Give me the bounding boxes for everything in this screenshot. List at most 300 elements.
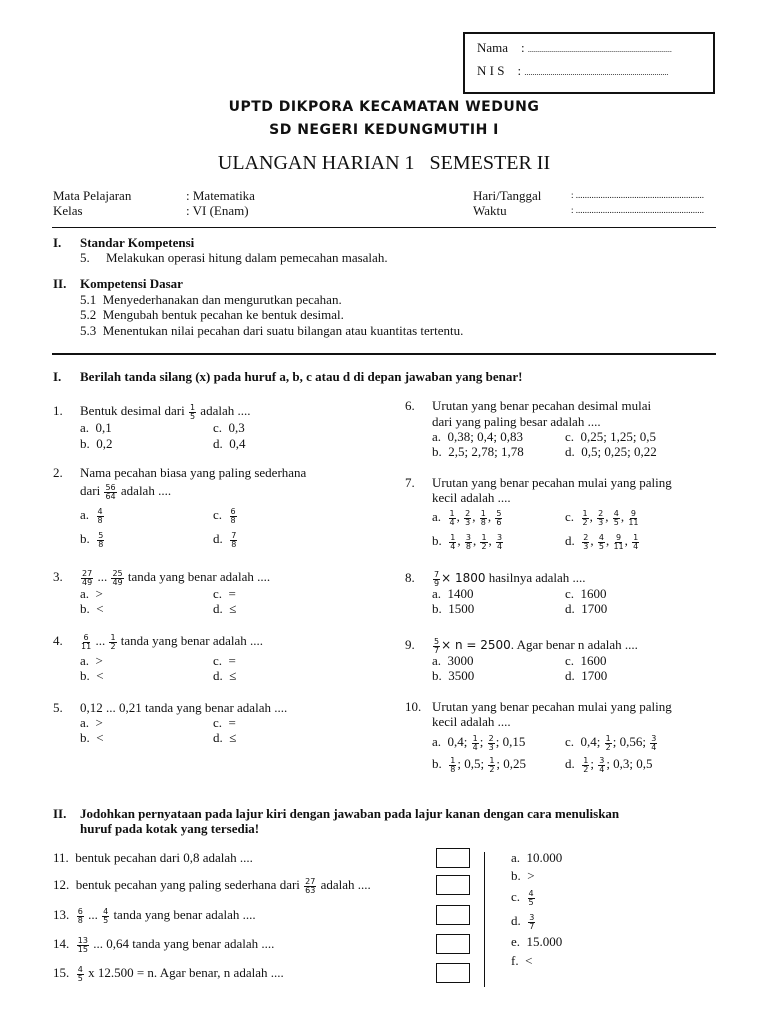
fraction: [488, 735, 495, 752]
matching-answer: [511, 934, 562, 949]
text-segment: d.: [213, 531, 230, 546]
math-expression: × n = 2500: [441, 638, 511, 652]
text-segment: c.: [511, 889, 527, 904]
fraction-denominator: 15: [77, 944, 88, 954]
option-a[interactable]: a. 0,38; 0,4; 0,83: [432, 429, 523, 444]
option-d[interactable]: d. ≤: [213, 668, 237, 683]
fraction-numerator: 1: [189, 402, 196, 412]
text-segment: ;: [479, 734, 487, 749]
fraction-numerator: 7: [434, 569, 440, 579]
text-segment: hasilnya adalah ....: [485, 570, 586, 585]
fraction-denominator: 2: [489, 764, 495, 774]
fraction: [582, 757, 589, 774]
fraction-numerator: 2: [465, 508, 471, 518]
fraction: [104, 484, 116, 501]
fraction-denominator: 49: [82, 577, 93, 587]
option-a[interactable]: a. >: [80, 653, 103, 668]
divider: [52, 353, 716, 355]
sk-item: 5. Melakukan operasi hitung dalam pemecahan masalah.: [80, 250, 388, 265]
option-c[interactable]: c. 0,3: [213, 420, 245, 435]
fraction: [598, 757, 605, 774]
fraction-numerator: 5: [496, 508, 502, 518]
fraction-numerator: 4: [613, 508, 619, 518]
fraction-numerator: 1: [605, 733, 611, 743]
fraction-denominator: 8: [231, 539, 237, 549]
text-segment: 11. bentuk pecahan dari 0,8 adalah ....: [53, 850, 253, 865]
question-number: 5.: [53, 700, 63, 715]
fraction-denominator: 3: [598, 517, 604, 527]
text-segment: . Agar benar n adalah ....: [510, 637, 638, 652]
option-b[interactable]: [80, 531, 105, 549]
fraction-numerator: 3: [651, 733, 657, 743]
option-b[interactable]: b. <: [80, 730, 104, 745]
text-segment: ,: [590, 533, 597, 548]
fraction-denominator: 4: [472, 742, 478, 752]
fraction-denominator: 63: [305, 885, 316, 895]
fraction-numerator: 1: [110, 632, 116, 642]
fraction-numerator: 4: [97, 506, 103, 516]
fraction-denominator: 3: [488, 742, 494, 752]
answer-box[interactable]: [436, 905, 470, 925]
fraction-denominator: 49: [112, 577, 123, 587]
fraction-denominator: 11: [81, 641, 92, 651]
fraction: [488, 757, 495, 774]
text-segment: b. >: [511, 868, 535, 883]
text-segment: a.: [432, 509, 448, 524]
option-d[interactable]: [213, 531, 238, 549]
option-c[interactable]: c. 1600: [565, 586, 607, 601]
option-d[interactable]: d. ≤: [213, 601, 237, 616]
text-segment: tanda yang benar adalah ....: [124, 569, 271, 584]
text-segment: 15.: [53, 965, 76, 980]
fraction-denominator: 5: [189, 411, 196, 421]
text-segment: ; 0,56;: [612, 734, 650, 749]
fraction: [465, 534, 472, 551]
text-segment: tanda yang benar adalah ....: [110, 907, 256, 922]
question-number: 10.: [405, 699, 422, 714]
fraction: [77, 908, 84, 925]
fraction-numerator: 4: [77, 964, 83, 974]
school-name: SD NEGERI KEDUNGMUTIH I: [269, 122, 499, 138]
fraction-denominator: 8: [480, 517, 486, 527]
fraction-denominator: 8: [77, 915, 83, 925]
fraction-denominator: 8: [465, 541, 471, 551]
option-b[interactable]: b. 0,2: [80, 436, 113, 451]
text-segment: ,: [624, 533, 632, 548]
fraction-denominator: 8: [230, 515, 236, 525]
text-segment: d.: [565, 533, 582, 548]
option-b[interactable]: b. <: [80, 668, 104, 683]
colon: :: [521, 40, 525, 55]
question-text: 0,12 ... 0,21 tanda yang benar adalah ....: [80, 700, 288, 715]
fraction-denominator: 8: [450, 764, 456, 774]
text-segment: b.: [80, 531, 97, 546]
fraction: [598, 534, 605, 551]
fraction-denominator: 4: [449, 517, 455, 527]
option-b[interactable]: b. 2,5; 2,78; 1,78: [432, 444, 524, 459]
matching-answer: [511, 868, 535, 883]
section-number: I.: [53, 235, 62, 250]
fraction-numerator: 1: [472, 733, 478, 743]
fraction-denominator: 4: [599, 764, 605, 774]
matching-statement: [53, 907, 256, 925]
nis-field[interactable]: [477, 63, 668, 80]
fraction: [582, 534, 589, 551]
fraction-numerator: 13: [77, 935, 88, 945]
part2-instruction: Jodohkan pernyataan pada lajur kiri dengan jawaban pada lajur kanan dengan cara menuliskan: [80, 806, 620, 821]
section-title-kd: Kompetensi Dasar: [80, 276, 183, 291]
fraction: [449, 757, 456, 774]
text-segment: a.: [80, 507, 96, 522]
question-number: 4.: [53, 633, 63, 648]
colon: :: [517, 63, 522, 78]
answer-box[interactable]: [436, 934, 470, 954]
option-c[interactable]: [213, 507, 238, 525]
text-segment: a. 0,4;: [432, 734, 471, 749]
text-segment: ,: [589, 509, 597, 524]
question-number: 8.: [405, 570, 415, 585]
option-a[interactable]: [80, 507, 105, 525]
fraction: [81, 634, 91, 651]
text-segment: ,: [487, 509, 495, 524]
fraction: [495, 510, 502, 527]
time-label: Waktu: [473, 203, 507, 218]
subject-label: Mata Pelajaran: [53, 188, 132, 203]
text-segment: ;: [590, 756, 598, 771]
fraction: [496, 534, 503, 551]
text-segment: ...: [94, 569, 111, 584]
matching-answer: [511, 913, 536, 931]
date-blank[interactable]: : .........................................................: [571, 190, 705, 200]
name-label: Nama: [477, 40, 509, 55]
class-label: Kelas: [53, 203, 83, 218]
fraction-denominator: 4: [633, 541, 639, 551]
institution-name: UPTD DIKPORA KECAMATAN WEDUNG: [228, 99, 540, 115]
fraction-denominator: 5: [103, 915, 109, 925]
fraction-denominator: 64: [105, 491, 116, 501]
text-segment: ...: [84, 907, 102, 922]
option-c[interactable]: c. =: [213, 586, 236, 601]
text-segment: ,: [472, 509, 479, 524]
question-number: 7.: [405, 475, 415, 490]
option-d[interactable]: [565, 533, 640, 551]
text-segment: 12. bentuk pecahan yang paling sederhana dari: [53, 877, 304, 892]
option-a[interactable]: a. 3000: [432, 653, 474, 668]
fraction-numerator: 4: [103, 906, 109, 916]
fraction-numerator: 3: [465, 532, 471, 542]
fraction: [528, 914, 535, 931]
option-b[interactable]: b. 1500: [432, 601, 475, 616]
text-segment: ... 0,64 tanda yang benar adalah ....: [89, 936, 275, 951]
fraction-numerator: 2: [488, 733, 494, 743]
text-segment: adalah ....: [117, 483, 172, 498]
fraction: [650, 735, 657, 752]
section-number: II.: [53, 276, 67, 291]
kd-item: 5.2 Mengubah bentuk pecahan ke bentuk desimal.: [80, 307, 344, 322]
matching-answer: [511, 889, 536, 907]
option-a[interactable]: a. 0,1: [80, 420, 112, 435]
option-c[interactable]: c. 1600: [565, 653, 607, 668]
fraction-numerator: 1: [489, 755, 495, 765]
text-segment: c.: [213, 507, 229, 522]
exam-title: ULANGAN HARIAN 1 SEMESTER II: [217, 152, 551, 174]
fraction-numerator: 6: [83, 632, 89, 642]
matching-answer: [511, 850, 562, 865]
fraction-denominator: 5: [598, 541, 604, 551]
option-d[interactable]: d. 0,5; 0,25; 0,22: [565, 444, 657, 459]
fraction-denominator: 8: [98, 539, 104, 549]
text-segment: ,: [488, 533, 496, 548]
text-segment: c.: [565, 509, 581, 524]
fraction: [464, 510, 471, 527]
text-segment: adalah ....: [317, 877, 371, 892]
matching-statement: [53, 936, 274, 954]
text-segment: ; 0,3; 0,5: [606, 756, 653, 771]
text-segment: tanda yang benar adalah ....: [117, 633, 263, 648]
fraction-numerator: 3: [599, 755, 605, 765]
text-segment: Bentuk desimal dari: [80, 403, 188, 418]
name-field[interactable]: [477, 40, 672, 57]
question-text: [80, 403, 250, 421]
fraction: [449, 534, 456, 551]
text-segment: ,: [472, 533, 480, 548]
fraction: [109, 634, 116, 651]
fraction-denominator: 2: [582, 517, 588, 527]
part-number: II.: [53, 806, 67, 821]
option-b[interactable]: [432, 756, 526, 774]
fraction-numerator: 1: [480, 508, 486, 518]
fraction-numerator: 9: [615, 532, 622, 542]
question-text: [432, 570, 586, 588]
name-blank[interactable]: ........................................................................: [527, 45, 672, 54]
fraction-numerator: 5: [434, 636, 440, 646]
question-text: [80, 633, 263, 651]
question-number: 1.: [53, 403, 63, 418]
option-a[interactable]: a. >: [80, 586, 103, 601]
matching-statement: [53, 877, 371, 895]
fraction-denominator: 11: [613, 541, 624, 551]
fraction-numerator: 2: [598, 508, 604, 518]
fraction: [480, 510, 487, 527]
option-d[interactable]: d. 0,4: [213, 436, 246, 451]
column-divider: [484, 852, 485, 987]
fraction-numerator: 6: [230, 506, 236, 516]
fraction: [97, 508, 104, 525]
fraction-denominator: 6: [496, 517, 502, 527]
option-b[interactable]: b. <: [80, 601, 104, 616]
fraction: [77, 966, 84, 983]
fraction-denominator: 5: [528, 897, 534, 907]
option-a[interactable]: a. 1400: [432, 586, 474, 601]
matching-answer: [511, 953, 532, 968]
question-text-cont: dari yang paling besar adalah ....: [432, 414, 601, 429]
fraction: [613, 510, 620, 527]
option-a[interactable]: [432, 509, 503, 527]
text-segment: f. <: [511, 953, 533, 968]
fraction-denominator: 2: [583, 764, 589, 774]
option-c[interactable]: [565, 509, 640, 527]
fraction: [597, 510, 604, 527]
fraction-denominator: 3: [583, 541, 589, 551]
fraction: [472, 735, 479, 752]
fraction: [632, 534, 639, 551]
fraction-numerator: 1: [583, 755, 589, 765]
fraction: [102, 908, 109, 925]
text-segment: b.: [432, 533, 449, 548]
text-segment: ; 0,15: [495, 734, 526, 749]
fraction: [433, 638, 440, 655]
fraction-denominator: 11: [628, 517, 639, 527]
fraction-denominator: 2: [110, 641, 116, 651]
question-text: Urutan yang benar pecahan mulai yang paling: [432, 699, 672, 714]
fraction: [81, 570, 93, 587]
question-number: 6.: [405, 398, 415, 413]
fraction-denominator: 9: [434, 578, 440, 588]
subject-value: : Matematika: [186, 188, 255, 203]
option-d[interactable]: d. 1700: [565, 601, 608, 616]
fraction: [230, 508, 237, 525]
fraction: [433, 571, 440, 588]
text-segment: 14.: [53, 936, 76, 951]
fraction-denominator: 4: [651, 742, 657, 752]
fraction: [528, 890, 535, 907]
fraction-numerator: 3: [497, 532, 503, 542]
fraction-numerator: 1: [633, 532, 639, 542]
text-segment: 13.: [53, 907, 76, 922]
part2-instruction-cont: huruf pada kotak yang tersedia!: [80, 821, 260, 836]
fraction: [189, 404, 196, 421]
kd-item: 5.1 Menyederhanakan dan mengurutkan pecahan.: [80, 292, 342, 307]
matching-statement: [53, 850, 253, 865]
question-number: 2.: [53, 465, 63, 480]
question-number: 3.: [53, 569, 63, 584]
text-segment: dari: [80, 483, 104, 498]
text-segment: e. 15.000: [511, 934, 563, 949]
fraction: [449, 510, 456, 527]
fraction: [628, 510, 638, 527]
part-number: I.: [53, 369, 62, 384]
fraction-numerator: 2: [583, 532, 589, 542]
option-c[interactable]: [565, 734, 658, 752]
option-d[interactable]: d. ≤: [213, 730, 237, 745]
fraction-denominator: 2: [481, 541, 487, 551]
fraction-denominator: 2: [605, 742, 611, 752]
question-text: [80, 569, 270, 587]
fraction-numerator: 1: [582, 508, 588, 518]
option-d[interactable]: [565, 756, 653, 774]
text-segment: ; 0,25: [496, 756, 527, 771]
fraction: [77, 937, 89, 954]
fraction-numerator: 1: [450, 755, 456, 765]
question-text-cont: kecil adalah ....: [432, 714, 511, 729]
fraction-numerator: 5: [98, 530, 104, 540]
option-a[interactable]: a. >: [80, 715, 103, 730]
question-text-cont: [80, 483, 171, 501]
text-segment: ...: [92, 633, 109, 648]
fraction-denominator: 8: [97, 515, 103, 525]
fraction-denominator: 5: [77, 973, 83, 983]
option-c[interactable]: c. 0,25; 1,25; 0,5: [565, 429, 656, 444]
math-expression: × 1800: [441, 571, 486, 585]
part1-instruction: Berilah tanda silang (x) pada huruf a, b, c atau d di depan jawaban yang benar!: [80, 369, 523, 384]
fraction-denominator: 5: [613, 517, 619, 527]
class-value: : VI (Enam): [186, 203, 249, 218]
fraction: [304, 878, 316, 895]
fraction-denominator: 7: [529, 921, 535, 931]
nis-label: N I S: [477, 63, 505, 78]
option-b[interactable]: [432, 533, 504, 551]
option-c[interactable]: c. =: [213, 653, 236, 668]
answer-box[interactable]: [436, 875, 470, 895]
divider: [52, 227, 716, 228]
text-segment: ,: [605, 509, 612, 524]
fraction-numerator: 3: [529, 912, 535, 922]
option-b[interactable]: b. 3500: [432, 668, 475, 683]
fraction-numerator: 4: [598, 532, 604, 542]
matching-statement: [53, 965, 284, 983]
text-segment: c. 0,4;: [565, 734, 604, 749]
option-c[interactable]: c. =: [213, 715, 236, 730]
answer-box[interactable]: [436, 848, 470, 868]
option-d[interactable]: d. 1700: [565, 668, 608, 683]
fraction-numerator: 7: [231, 530, 237, 540]
fraction-numerator: 27: [305, 876, 316, 886]
question-text: Nama pecahan biasa yang paling sederhana: [80, 465, 307, 480]
text-segment: ,: [456, 509, 464, 524]
text-segment: ,: [457, 533, 464, 548]
question-text: Urutan yang benar pecahan mulai yang paling: [432, 475, 672, 490]
text-segment: ; 0,5;: [457, 756, 488, 771]
text-segment: adalah ....: [197, 403, 251, 418]
fraction: [97, 532, 104, 549]
question-text: Urutan yang benar pecahan desimal mulai: [432, 398, 652, 413]
fraction-numerator: 9: [630, 508, 636, 518]
answer-box[interactable]: [436, 963, 470, 983]
fraction-denominator: 7: [434, 645, 440, 655]
fraction-denominator: 4: [497, 541, 503, 551]
section-title-sk: Standar Kompetensi: [80, 235, 195, 250]
nis-blank[interactable]: ........................................................................: [524, 68, 669, 77]
fraction-numerator: 27: [82, 568, 93, 578]
text-segment: ,: [620, 509, 628, 524]
fraction-numerator: 25: [112, 568, 123, 578]
option-a[interactable]: [432, 734, 525, 752]
date-label: Hari/Tanggal: [473, 188, 542, 203]
text-segment: d.: [565, 756, 582, 771]
fraction-denominator: 3: [465, 517, 471, 527]
text-segment: ,: [605, 533, 613, 548]
question-number: 9.: [405, 637, 415, 652]
question-text: [432, 637, 638, 655]
fraction: [582, 510, 589, 527]
fraction: [480, 534, 487, 551]
time-blank[interactable]: : .........................................................: [571, 205, 705, 215]
fraction-numerator: 1: [481, 532, 487, 542]
fraction-numerator: 1: [450, 532, 456, 542]
text-segment: b.: [432, 756, 449, 771]
fraction-numerator: 1: [449, 508, 455, 518]
fraction: [111, 570, 123, 587]
fraction: [613, 534, 623, 551]
fraction-numerator: 4: [528, 888, 534, 898]
fraction: [605, 735, 612, 752]
fraction-denominator: 4: [450, 541, 456, 551]
text-segment: d.: [511, 913, 528, 928]
fraction-numerator: 56: [105, 482, 116, 492]
text-segment: a. 10.000: [511, 850, 563, 865]
text-segment: x 12.500 = n. Agar benar, n adalah ....: [84, 965, 284, 980]
fraction-numerator: 6: [77, 906, 83, 916]
